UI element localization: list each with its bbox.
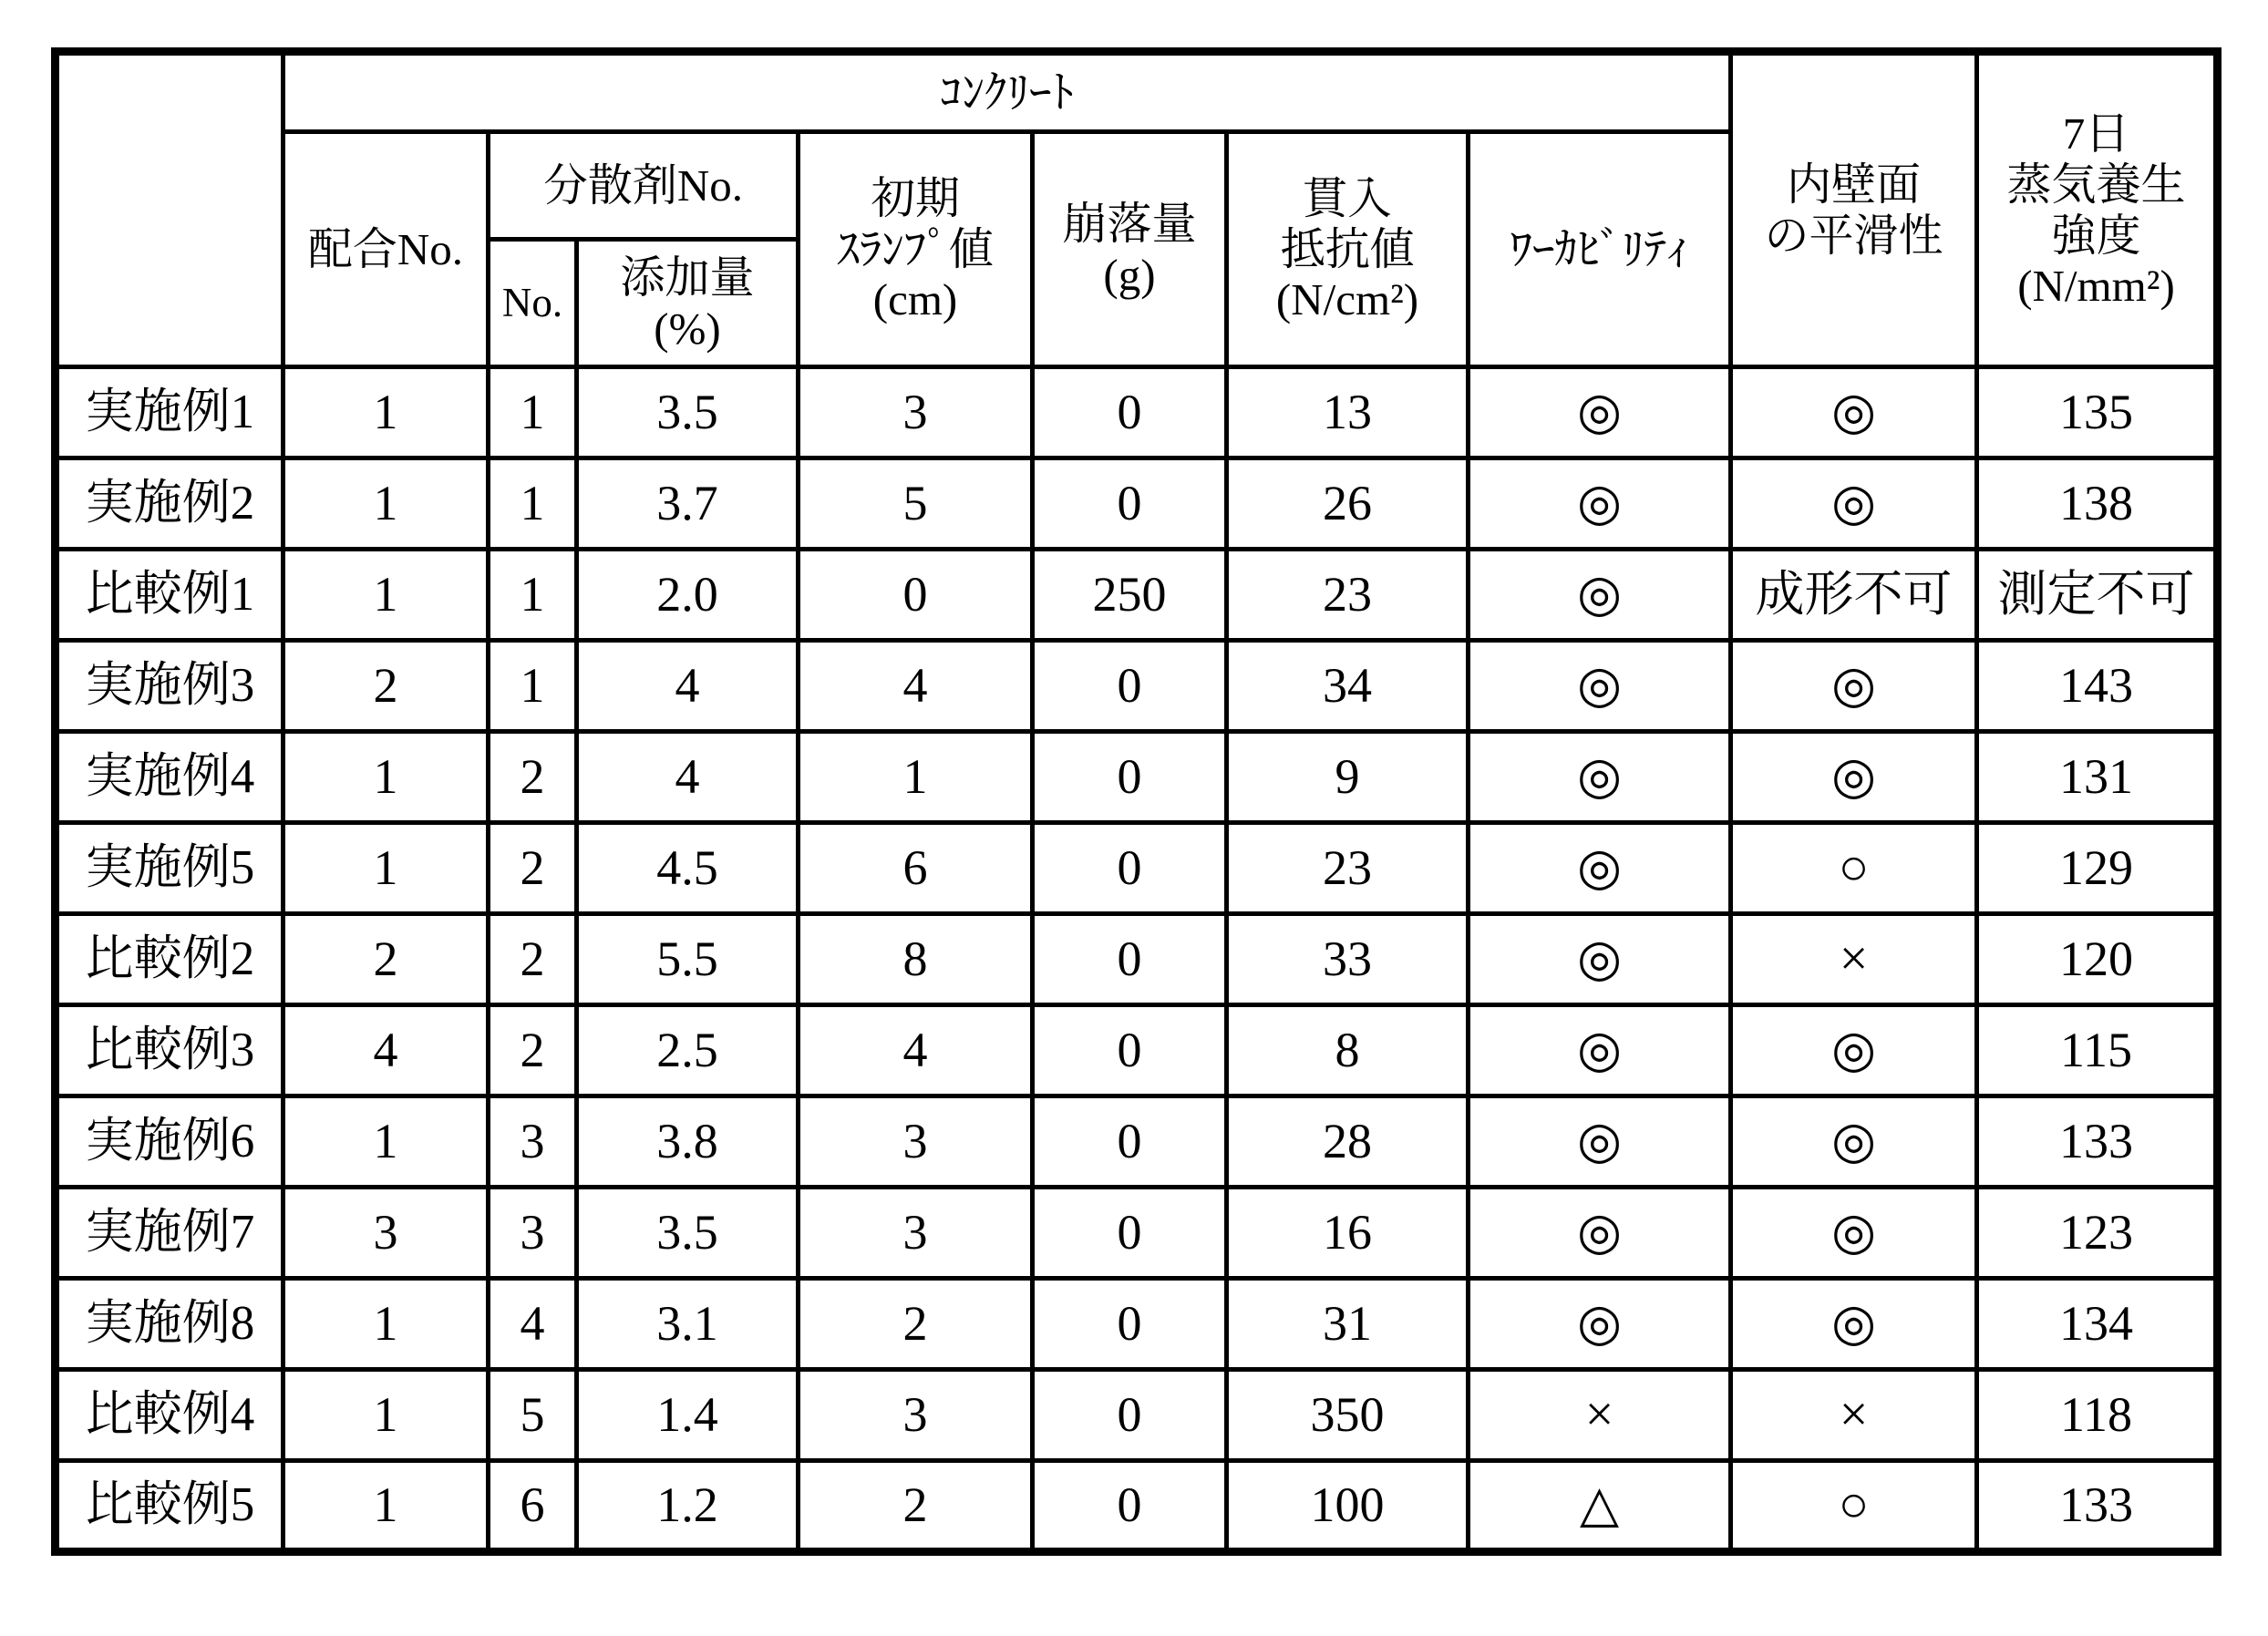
cell-dispersant-no: 4 bbox=[489, 1279, 577, 1370]
cell-initial-slump: 1 bbox=[799, 732, 1033, 823]
cell-strength: 135 bbox=[1977, 367, 2218, 458]
cell-mix-no: 3 bbox=[284, 1188, 489, 1279]
table-row bbox=[56, 1279, 2218, 1370]
cell-dispersant-no: 1 bbox=[489, 367, 577, 458]
cell-initial-slump: 0 bbox=[799, 550, 1033, 641]
cell-strength: 測定不可 bbox=[1977, 550, 2218, 641]
workability-header: ﾜｰｶﾋﾞﾘﾃｨ bbox=[1469, 132, 1731, 367]
cell-collapse-amount: 0 bbox=[1033, 1279, 1227, 1370]
cell-collapse-amount: 0 bbox=[1033, 823, 1227, 914]
cell-wall-smoothness: ○ bbox=[1731, 823, 1977, 914]
cell-wall-smoothness: 成形不可 bbox=[1731, 550, 1977, 641]
cell-wall-smoothness: ◎ bbox=[1731, 732, 1977, 823]
table-row bbox=[56, 641, 2218, 732]
cell-penetration-resistance: 8 bbox=[1227, 1005, 1469, 1096]
table-row bbox=[56, 1188, 2218, 1279]
cell-workability: ◎ bbox=[1469, 550, 1731, 641]
cell-collapse-amount: 0 bbox=[1033, 458, 1227, 550]
cell-initial-slump: 2 bbox=[799, 1461, 1033, 1552]
cell-wall-smoothness: ◎ bbox=[1731, 367, 1977, 458]
table-row bbox=[56, 732, 2218, 823]
table-body bbox=[56, 367, 2218, 1552]
cell-mix-no: 2 bbox=[284, 641, 489, 732]
cell-wall-smoothness: × bbox=[1731, 1370, 1977, 1461]
cell-mix-no: 1 bbox=[284, 458, 489, 550]
cell-collapse-amount: 0 bbox=[1033, 732, 1227, 823]
cell-mix-no: 1 bbox=[284, 1461, 489, 1552]
cell-dosage: 3.1 bbox=[577, 1279, 799, 1370]
cell-dosage: 3.5 bbox=[577, 367, 799, 458]
cell-mix-no: 1 bbox=[284, 367, 489, 458]
table-row bbox=[56, 1096, 2218, 1188]
table-row bbox=[56, 1370, 2218, 1461]
penetration-resistance-header: 貫入 抵抗値 (N/cm²) bbox=[1227, 132, 1469, 367]
cell-wall-smoothness: ○ bbox=[1731, 1461, 1977, 1552]
row-label: 実施例3 bbox=[56, 641, 284, 732]
cell-dispersant-no: 3 bbox=[489, 1188, 577, 1279]
corner-cell bbox=[56, 52, 284, 367]
cell-dosage: 2.5 bbox=[577, 1005, 799, 1096]
table-row bbox=[56, 823, 2218, 914]
cell-dispersant-no: 1 bbox=[489, 458, 577, 550]
cell-strength: 120 bbox=[1977, 914, 2218, 1005]
cell-mix-no: 1 bbox=[284, 1370, 489, 1461]
dispersant-no-header: No. bbox=[489, 240, 577, 367]
cell-dispersant-no: 1 bbox=[489, 550, 577, 641]
collapse-amount-header: 崩落量 (g) bbox=[1033, 132, 1227, 367]
cell-workability: ◎ bbox=[1469, 1279, 1731, 1370]
cell-wall-smoothness: × bbox=[1731, 914, 1977, 1005]
cell-initial-slump: 3 bbox=[799, 1096, 1033, 1188]
cell-penetration-resistance: 34 bbox=[1227, 641, 1469, 732]
cell-mix-no: 1 bbox=[284, 823, 489, 914]
cell-strength: 118 bbox=[1977, 1370, 2218, 1461]
cell-dispersant-no: 2 bbox=[489, 1005, 577, 1096]
cell-dispersant-no: 2 bbox=[489, 732, 577, 823]
concrete-group-header: ｺﾝｸﾘｰﾄ bbox=[284, 52, 1731, 132]
cell-initial-slump: 3 bbox=[799, 367, 1033, 458]
cell-dispersant-no: 1 bbox=[489, 641, 577, 732]
cell-penetration-resistance: 23 bbox=[1227, 823, 1469, 914]
cell-strength: 133 bbox=[1977, 1096, 2218, 1188]
cell-penetration-resistance: 350 bbox=[1227, 1370, 1469, 1461]
cell-workability: △ bbox=[1469, 1461, 1731, 1552]
cell-dosage: 1.2 bbox=[577, 1461, 799, 1552]
wall-smoothness-header: 内壁面 の平滑性 bbox=[1731, 52, 1977, 367]
cell-penetration-resistance: 26 bbox=[1227, 458, 1469, 550]
cell-mix-no: 1 bbox=[284, 732, 489, 823]
row-label: 実施例6 bbox=[56, 1096, 284, 1188]
row-label: 実施例8 bbox=[56, 1279, 284, 1370]
dispersant-group-header: 分散剤No. bbox=[489, 132, 799, 240]
cell-workability: × bbox=[1469, 1370, 1731, 1461]
cell-dosage: 1.4 bbox=[577, 1370, 799, 1461]
cell-collapse-amount: 0 bbox=[1033, 1370, 1227, 1461]
mix-no-header: 配合No. bbox=[284, 132, 489, 367]
row-label: 実施例2 bbox=[56, 458, 284, 550]
cell-penetration-resistance: 33 bbox=[1227, 914, 1469, 1005]
header-row-top bbox=[56, 52, 2218, 132]
cell-dosage: 2.0 bbox=[577, 550, 799, 641]
cell-dosage: 4 bbox=[577, 732, 799, 823]
cell-dosage: 4 bbox=[577, 641, 799, 732]
cell-penetration-resistance: 31 bbox=[1227, 1279, 1469, 1370]
cell-workability: ◎ bbox=[1469, 367, 1731, 458]
cell-dispersant-no: 2 bbox=[489, 914, 577, 1005]
cell-mix-no: 4 bbox=[284, 1005, 489, 1096]
cell-collapse-amount: 0 bbox=[1033, 641, 1227, 732]
cell-mix-no: 1 bbox=[284, 550, 489, 641]
cell-wall-smoothness: ◎ bbox=[1731, 1279, 1977, 1370]
row-label: 比較例4 bbox=[56, 1370, 284, 1461]
cell-collapse-amount: 0 bbox=[1033, 1188, 1227, 1279]
table-row bbox=[56, 914, 2218, 1005]
cell-initial-slump: 4 bbox=[799, 641, 1033, 732]
cell-strength: 143 bbox=[1977, 641, 2218, 732]
cell-workability: ◎ bbox=[1469, 1188, 1731, 1279]
dosage-header: 添加量 (%) bbox=[577, 240, 799, 367]
cell-workability: ◎ bbox=[1469, 458, 1731, 550]
cell-strength: 115 bbox=[1977, 1005, 2218, 1096]
cell-dosage: 5.5 bbox=[577, 914, 799, 1005]
cell-strength: 138 bbox=[1977, 458, 2218, 550]
cell-dosage: 3.8 bbox=[577, 1096, 799, 1188]
cell-collapse-amount: 0 bbox=[1033, 914, 1227, 1005]
row-label: 比較例3 bbox=[56, 1005, 284, 1096]
cell-penetration-resistance: 9 bbox=[1227, 732, 1469, 823]
table-row bbox=[56, 458, 2218, 550]
cell-collapse-amount: 0 bbox=[1033, 367, 1227, 458]
cell-wall-smoothness: ◎ bbox=[1731, 641, 1977, 732]
cell-penetration-resistance: 23 bbox=[1227, 550, 1469, 641]
row-label: 実施例5 bbox=[56, 823, 284, 914]
cell-collapse-amount: 0 bbox=[1033, 1005, 1227, 1096]
cell-collapse-amount: 250 bbox=[1033, 550, 1227, 641]
cell-penetration-resistance: 100 bbox=[1227, 1461, 1469, 1552]
cell-penetration-resistance: 16 bbox=[1227, 1188, 1469, 1279]
patent-results-table bbox=[51, 47, 2222, 1556]
cell-mix-no: 1 bbox=[284, 1096, 489, 1188]
table-row bbox=[56, 1461, 2218, 1552]
row-label: 実施例4 bbox=[56, 732, 284, 823]
cell-dosage: 4.5 bbox=[577, 823, 799, 914]
cell-wall-smoothness: ◎ bbox=[1731, 458, 1977, 550]
row-label: 実施例7 bbox=[56, 1188, 284, 1279]
cell-initial-slump: 4 bbox=[799, 1005, 1033, 1096]
table-header bbox=[56, 52, 2218, 367]
row-label: 比較例2 bbox=[56, 914, 284, 1005]
cell-strength: 131 bbox=[1977, 732, 2218, 823]
cell-initial-slump: 3 bbox=[799, 1370, 1033, 1461]
cell-strength: 129 bbox=[1977, 823, 2218, 914]
table-row bbox=[56, 1005, 2218, 1096]
cell-dispersant-no: 3 bbox=[489, 1096, 577, 1188]
cell-strength: 133 bbox=[1977, 1461, 2218, 1552]
table-row bbox=[56, 550, 2218, 641]
cell-penetration-resistance: 28 bbox=[1227, 1096, 1469, 1188]
cell-wall-smoothness: ◎ bbox=[1731, 1096, 1977, 1188]
cell-workability: ◎ bbox=[1469, 823, 1731, 914]
cell-workability: ◎ bbox=[1469, 1005, 1731, 1096]
cell-initial-slump: 3 bbox=[799, 1188, 1033, 1279]
cell-workability: ◎ bbox=[1469, 641, 1731, 732]
cell-wall-smoothness: ◎ bbox=[1731, 1188, 1977, 1279]
cell-strength: 134 bbox=[1977, 1279, 2218, 1370]
table-row bbox=[56, 367, 2218, 458]
cell-initial-slump: 6 bbox=[799, 823, 1033, 914]
cell-initial-slump: 8 bbox=[799, 914, 1033, 1005]
cell-mix-no: 1 bbox=[284, 1279, 489, 1370]
cell-dispersant-no: 6 bbox=[489, 1461, 577, 1552]
cell-strength: 123 bbox=[1977, 1188, 2218, 1279]
cell-wall-smoothness: ◎ bbox=[1731, 1005, 1977, 1096]
cell-workability: ◎ bbox=[1469, 1096, 1731, 1188]
row-label: 比較例1 bbox=[56, 550, 284, 641]
cell-initial-slump: 5 bbox=[799, 458, 1033, 550]
cell-penetration-resistance: 13 bbox=[1227, 367, 1469, 458]
cell-initial-slump: 2 bbox=[799, 1279, 1033, 1370]
steam-curing-strength-header: 7日 蒸気養生 強度 (N/mm²) bbox=[1977, 52, 2218, 367]
row-label: 実施例1 bbox=[56, 367, 284, 458]
row-label: 比較例5 bbox=[56, 1461, 284, 1552]
cell-dispersant-no: 2 bbox=[489, 823, 577, 914]
cell-workability: ◎ bbox=[1469, 914, 1731, 1005]
cell-mix-no: 2 bbox=[284, 914, 489, 1005]
cell-dispersant-no: 5 bbox=[489, 1370, 577, 1461]
initial-slump-header: 初期 ｽﾗﾝﾌﾟ値 (cm) bbox=[799, 132, 1033, 367]
cell-dosage: 3.5 bbox=[577, 1188, 799, 1279]
cell-collapse-amount: 0 bbox=[1033, 1461, 1227, 1552]
cell-dosage: 3.7 bbox=[577, 458, 799, 550]
cell-workability: ◎ bbox=[1469, 732, 1731, 823]
cell-collapse-amount: 0 bbox=[1033, 1096, 1227, 1188]
